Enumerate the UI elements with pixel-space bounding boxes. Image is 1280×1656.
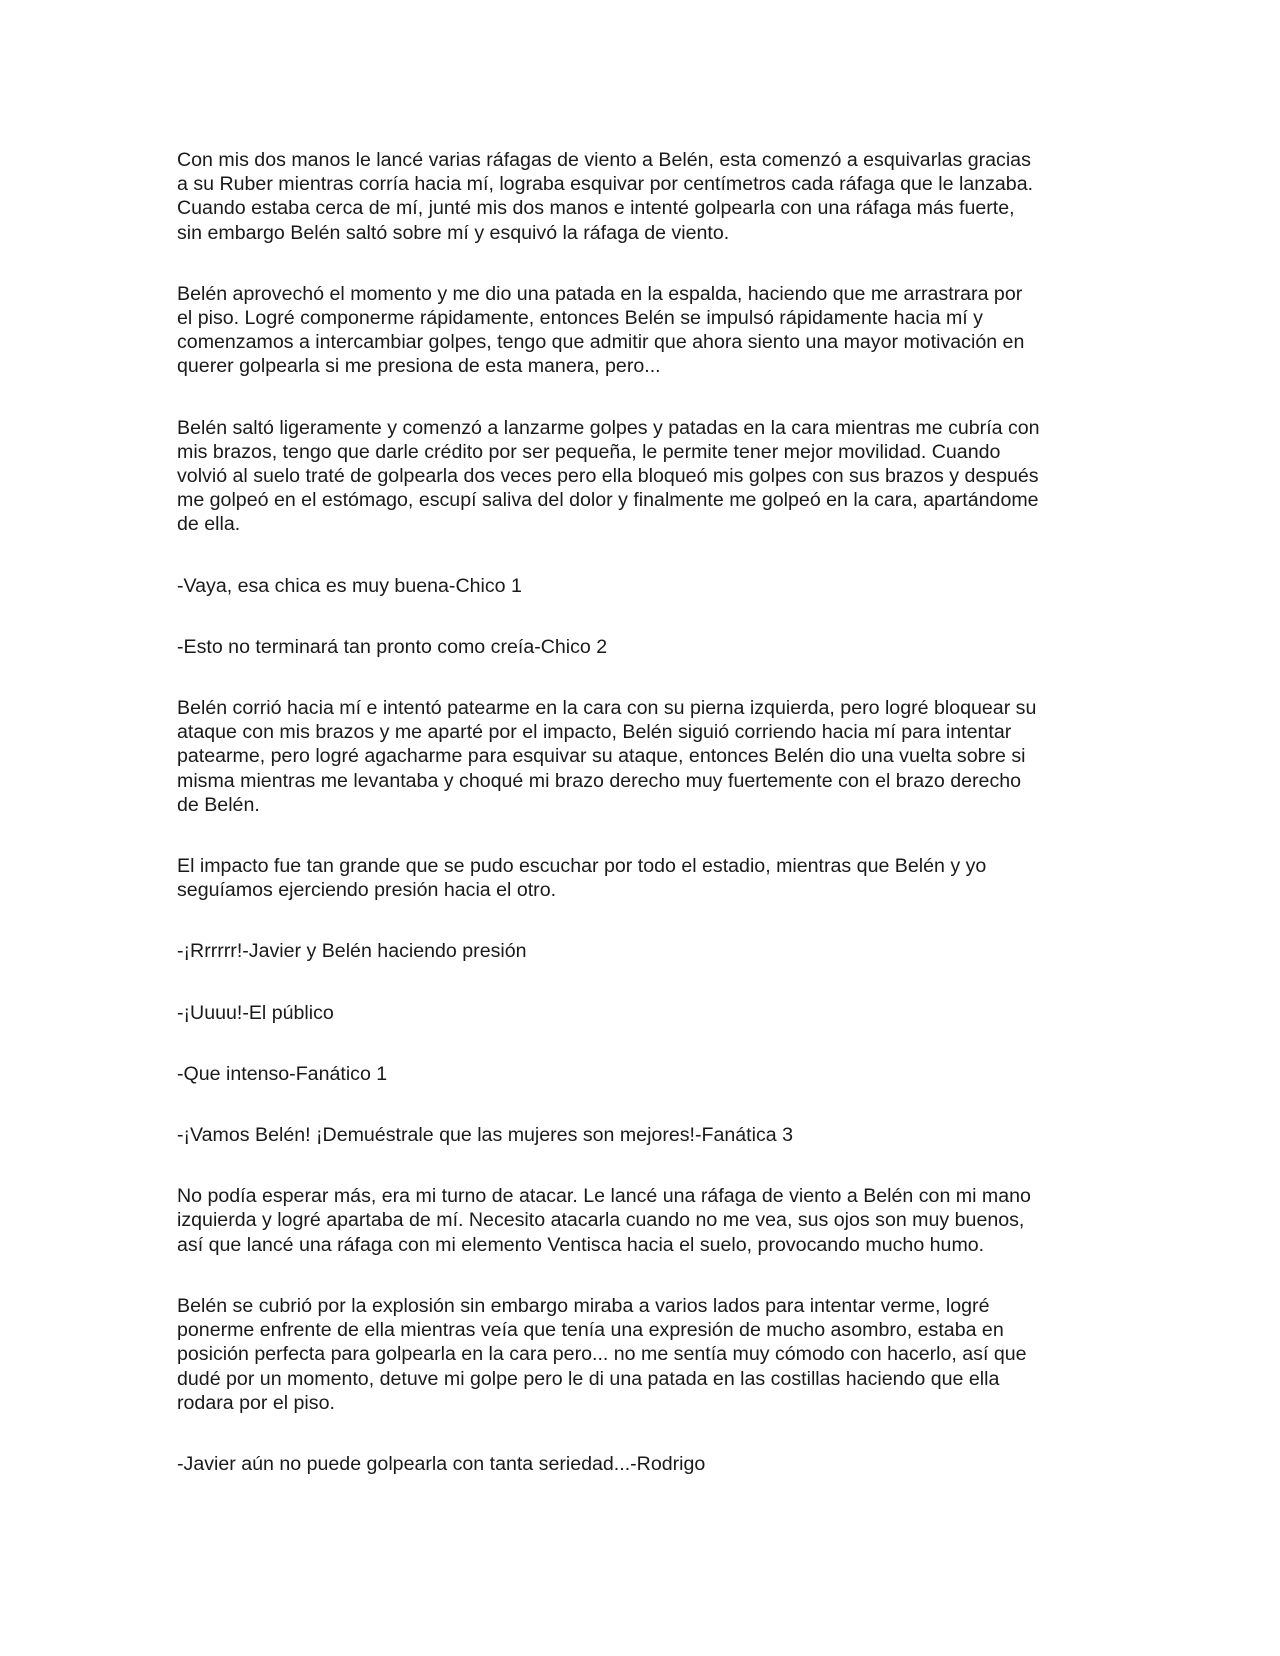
dialogue-fan-1: -Que intenso-Fanático 1 — [177, 1062, 388, 1085]
paragraph-jump-attack: Belén saltó ligeramente y comenzó a lanzarme golpes y patadas en la cara mientras me cubría con mis brazos, tengo que darle crédito por ser pequeña, le permite tener mejor movilidad. Cuando volvió al suelo traté de golpearla dos veces pero ella bloqueó mis golpes con sus brazos y después me golpeó en el estómago, escupí saliva del dolor y finalmente me golpeó en la cara, apartándome de ella. — [177, 416, 1040, 536]
dialogue-audience: -¡Uuuu!-El público — [177, 1001, 334, 1024]
paragraph-my-turn: No podía esperar más, era mi turno de atacar. Le lancé una ráfaga de viento a Belén con mi mano izquierda y logré apartaba de mí. Necesito atacarla cuando no me vea, sus ojos son muy buenos, así que lancé una ráfaga con mi elemento Ventisca hacia el suelo, provocando mucho humo. — [177, 1185, 1031, 1256]
paragraph-explosion: Belén se cubrió por la explosión sin embargo miraba a varios lados para intentar verme, logré ponerme enfrente de ella mientras veía que tenía una expresión de mucho asombro, estaba en posición perfecta para golpearla en la cara pero... no me sentía muy cómodo con hacerlo, así que dudé por un momento, detuve mi golpe pero le di una patada en las costillas haciendo que ella rodara por el piso. — [177, 1294, 1027, 1414]
dialogue-fan-3: -¡Vamos Belén! ¡Demuéstrale que las mujeres son mejores!-Fanática 3 — [177, 1124, 794, 1147]
dialogue-pressure: -¡Rrrrrr!-Javier y Belén haciendo presión — [177, 940, 527, 963]
document-page — [177, 148, 1107, 1513]
paragraph-wind-gusts: Con mis dos manos le lancé varias ráfagas de viento a Belén, esta comenzó a esquivarlas gracias a su Ruber mientras corría hacia mí, lograba esquivar por centímetros cada ráfaga que le lanzaba. Cuando estaba cerca de mí, junté mis dos manos e intenté golpearla con una ráfaga más fuerte, sin embargo Belén saltó sobre mí y esquivó la ráfaga de viento. — [177, 149, 1034, 244]
paragraph-left-kick: Belén corrió hacia mí e intentó patearme en la cara con su pierna izquierda, pero logré bloquear su ataque con mis brazos y me aparté por el impacto, Belén siguió corriendo hacia mí para intentar patearme, pero logré agacharme para esquivar su ataque, entonces Belén dio una vuelta sobre si misma mientras me levantaba y choqué mi brazo derecho muy fuertemente con el brazo derecho de Belén. — [177, 697, 1037, 816]
paragraph-kick-back: Belén aprovechó el momento y me dio una patada en la espalda, haciendo que me arrastrara por el piso. Logré componerme rápidamente, entonces Belén se impulsó rápidamente hacia mí y comenzamos a intercambiar golpes, tengo que admitir que ahora siento una mayor motivación en querer golpearla si me presiona de esta manera, pero... — [177, 282, 1025, 378]
dialogue-chico-1: -Vaya, esa chica es muy buena-Chico 1 — [177, 574, 522, 597]
paragraph-impact: El impacto fue tan grande que se pudo escuchar por todo el estadio, mientras que Belén y yo seguíamos ejerciendo presión hacia el otro. — [177, 855, 987, 902]
dialogue-chico-2: -Esto no terminará tan pronto como creía-Chico 2 — [177, 635, 608, 658]
dialogue-rodrigo: -Javier aún no puede golpearla con tanta seriedad...-Rodrigo — [177, 1452, 706, 1475]
